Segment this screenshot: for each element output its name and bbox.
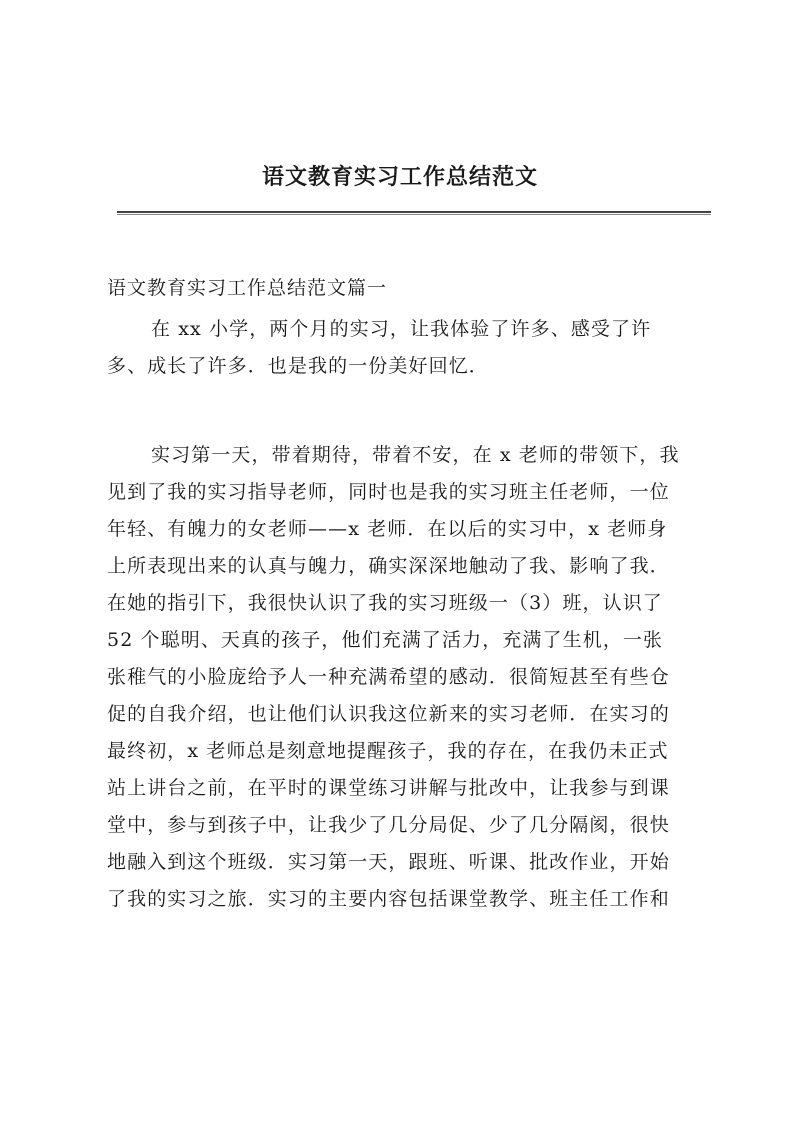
paragraph-line: 实习第一天，带着期待，带着不安，在 x 老师的带领下，我 (151, 444, 680, 466)
paragraph-line: 年轻、有魄力的女老师——x 老师．在以后的实习中，x 老师身 (107, 518, 668, 540)
paragraph-2 (107, 437, 717, 918)
paragraph-line: 了我的实习之旅．实习的主要内容包括课堂教学、班主任工作和 (107, 888, 670, 910)
section-heading: 语文教育实习工作总结范文篇一 (107, 277, 388, 299)
document-title: 语文教育实习工作总结范文 (261, 164, 538, 190)
paragraph-line: 在她的指引下，我很快认识了我的实习班级一（3）班，认识了 (107, 592, 663, 614)
paragraph-line: 站上讲台之前，在平时的课堂练习讲解与批改中，让我参与到课 (107, 777, 670, 799)
paragraph-line: 地融入到这个班级．实习第一天，跟班、听课、批改作业，开始 (107, 851, 670, 873)
paragraph-line: 在 xx 小学，两个月的实习，让我体验了许多、感受了许 (151, 318, 652, 340)
paragraph-line: 堂中，参与到孩子中，让我少了几分局促、少了几分隔阂，很快 (107, 814, 670, 836)
paragraph-line: 张稚气的小脸庞给予人一种充满希望的感动．很简短甚至有些仓 (107, 666, 670, 688)
paragraph-line: 上所表现出来的认真与魄力，确实深深地触动了我、影响了我． (107, 555, 670, 577)
paragraph-line: 见到了我的实习指导老师，同时也是我的实习班主任老师，一位 (107, 481, 670, 503)
paragraph-line: 促的自我介绍，也让他们认识我这位新来的实习老师．在实习的 (107, 703, 670, 725)
paragraph-line: 52 个聪明、天真的孩子，他们充满了活力，充满了生机，一张 (107, 629, 664, 651)
paragraph-1 (107, 311, 717, 385)
title-divider (117, 211, 711, 215)
paragraph-line: 最终初，x 老师总是刻意地提醒孩子，我的存在，在我仍未正式 (107, 740, 669, 762)
paragraph-line: 多、成长了许多．也是我的一份美好回忆． (107, 355, 489, 377)
